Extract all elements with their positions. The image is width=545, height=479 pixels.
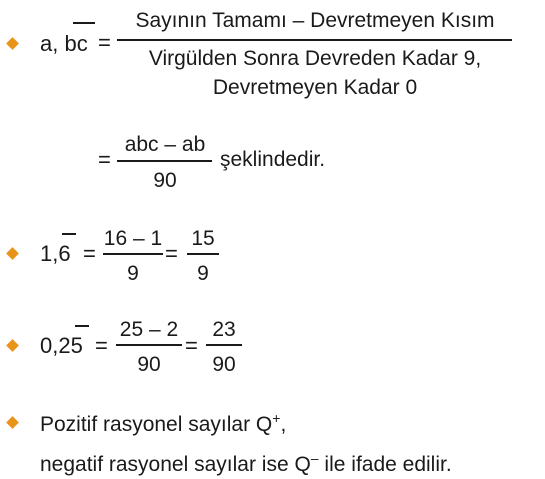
- example1-den2: 9: [197, 262, 209, 285]
- fraction-denominator-line1: Virgülden Sonra Devreden Kadar 9,: [148, 47, 482, 70]
- example1-equals-2: =: [165, 241, 178, 266]
- fraction-denominator-line2: Devretmeyen Kadar 0: [212, 76, 418, 99]
- bullet-icon: [6, 247, 19, 260]
- example2-num2: 23: [212, 318, 236, 341]
- example1-rep: 6: [58, 241, 71, 266]
- example2-int: 0,2: [40, 333, 71, 358]
- example1-bar2: [187, 253, 219, 255]
- example2-bar1: [116, 344, 182, 346]
- note-line-1-end: ,: [280, 413, 287, 436]
- bullet-icon: [6, 416, 19, 429]
- note-line-1: [40, 411, 286, 435]
- example1-num1: 16 – 1: [103, 227, 163, 250]
- note-line-2-text: negatif rasyonel sayılar ise Q: [40, 453, 311, 476]
- example2-den2: 90: [212, 353, 236, 376]
- bullet-icon: [6, 339, 19, 352]
- example2-lhs: [40, 335, 83, 357]
- example2-rep: 5: [70, 333, 83, 358]
- formula-suffix: şeklindedir.: [220, 148, 326, 171]
- fraction-bar: [117, 39, 512, 41]
- example1-num2: 15: [191, 227, 215, 250]
- equals-sign-2: =: [98, 147, 111, 172]
- repeat-overline: [73, 22, 95, 24]
- note-line-2: [40, 451, 452, 475]
- lhs-overlined: bc: [64, 31, 88, 56]
- note-line-2-end: ile ifade edilir.: [318, 453, 452, 476]
- lhs-int: a,: [40, 31, 65, 56]
- bullet-icon: [6, 37, 19, 50]
- example1-overline: [62, 233, 76, 235]
- formula-bar: [117, 160, 212, 162]
- example1-bar1: [103, 253, 163, 255]
- note-line-1-sup: +: [272, 410, 281, 426]
- example2-den1: 90: [137, 353, 161, 376]
- note-line-1-text: Pozitif rasyonel sayılar Q: [40, 413, 273, 436]
- example1-lhs: [40, 243, 71, 265]
- example1-den1: 9: [127, 262, 139, 285]
- rule-lhs: [40, 33, 88, 55]
- example2-overline: [75, 325, 89, 327]
- equals-sign: =: [98, 30, 111, 55]
- example1-equals: =: [83, 241, 96, 266]
- formula-denominator: 90: [153, 169, 177, 192]
- example2-equals: =: [95, 333, 108, 358]
- note-line-2-sup: –: [310, 450, 319, 466]
- fraction-numerator: Sayının Tamamı – Devretmeyen Kısım: [135, 9, 495, 32]
- example1-int: 1,: [40, 241, 59, 266]
- formula-numerator: abc – ab: [124, 133, 206, 156]
- example2-bar2: [206, 344, 242, 346]
- example2-num1: 25 – 2: [119, 318, 179, 341]
- example2-equals-2: =: [185, 333, 198, 358]
